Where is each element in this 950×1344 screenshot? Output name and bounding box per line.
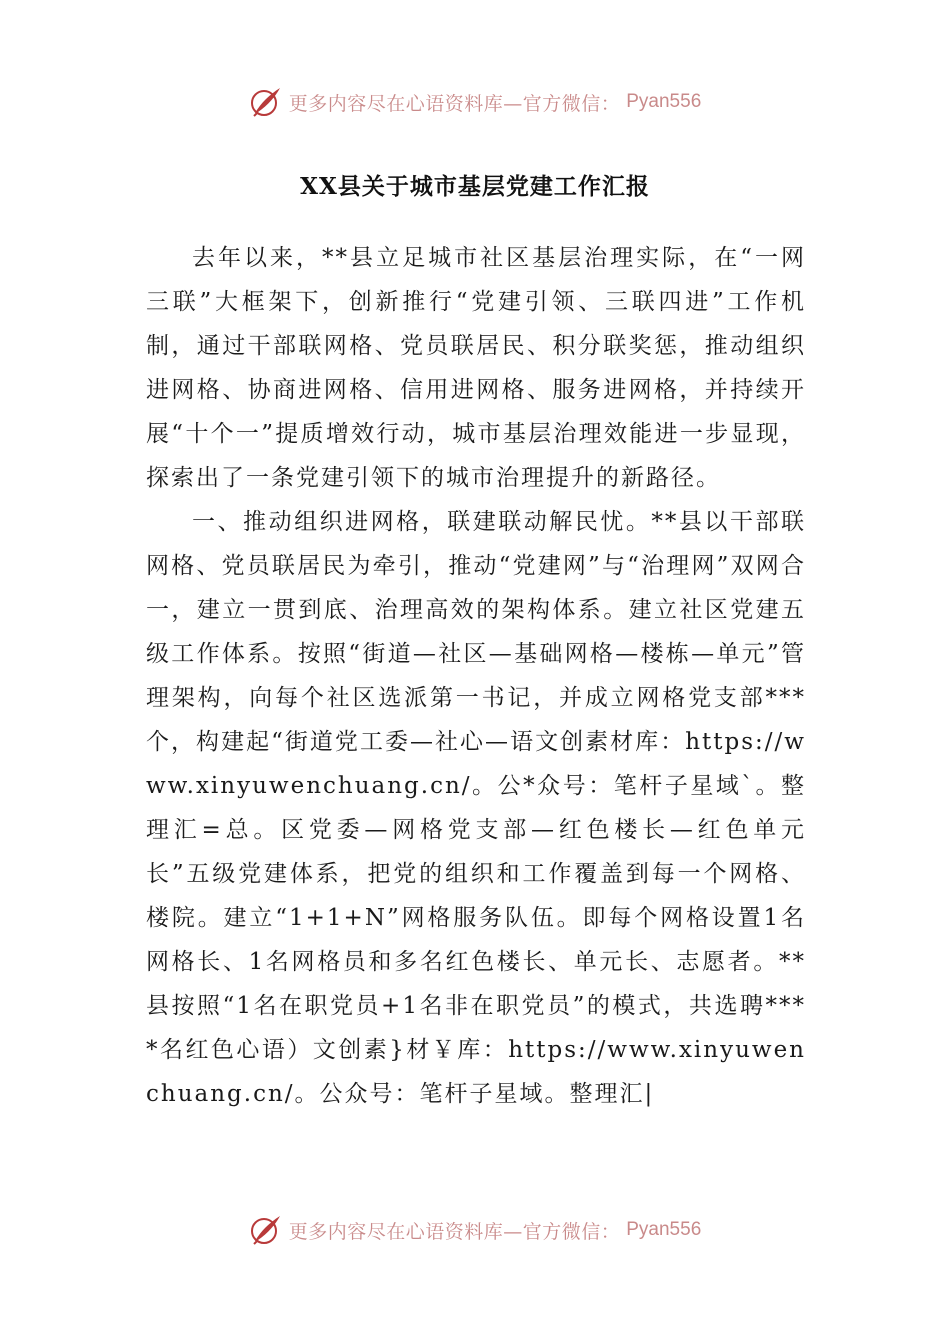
banner-text: 更多内容尽在心语资料库—官方微信： (288, 1220, 621, 1243)
banner-inner (249, 1213, 702, 1247)
paragraph-intro: 去年以来，**县立足城市社区基层治理实际，在“一网三联”大框架下，创新推行“党建引领、三联四进”工作机制，通过干部联网格、党员联居民、积分联奖惩，推动组织进网格、协商进网格、信用进网格、服务进网格，并持续开展“十个一”提质增效行动，城市基层治理效能进一步显现，探索出了一条党建引领下的城市治理提升的新路径。 (146, 245, 806, 491)
quill-logo-icon (249, 1213, 283, 1247)
quill-logo-icon (249, 85, 283, 119)
document-title: XX县关于城市基层党建工作汇报 (300, 173, 650, 200)
banner-wechat-id: Pyan556 (626, 1219, 702, 1240)
paragraph-section-one: 一、推动组织进网格，联建联动解民忧。**县以干部联网格、党员联居民为牵引，推动“党建网”与“治理网”双网合一，建立一贯到底、治理高效的架构体系。建立社区党建五级工作体系。按照“街道—社区—基础网格—楼栋—单元”管理架构，向每个社区选派第一书记，并成立网格党支部***个，构建起“街道党工委—社心—语文创素材库：https://www.xinyuwenchuang.cn/。公*众号：笔杆子星域`。整理汇=总。区党委—网格党支部—红色楼长—红色单元长”五级党建体系，把党的组织和工作覆盖到每一个网格、楼院。建立“1+1+N”网格服务队伍。即每个网格设置1名网格长、1名网格员和多名红色楼长、单元长、志愿者。**县按照“1名在职党员+1名非在职党员”的模式，共选聘****名红色心语）文创素}材￥库：https://www.xinyuwenchuang.cn/。公众号：笔杆子星域。整理汇| (146, 509, 806, 1107)
footer-watermark-banner (0, 1210, 950, 1250)
banner-text: 更多内容尽在心语资料库—官方微信： (288, 92, 621, 115)
document-body (146, 236, 806, 1116)
header-watermark-banner (0, 82, 950, 122)
banner-inner (249, 85, 702, 119)
banner-wechat-id: Pyan556 (626, 91, 702, 112)
